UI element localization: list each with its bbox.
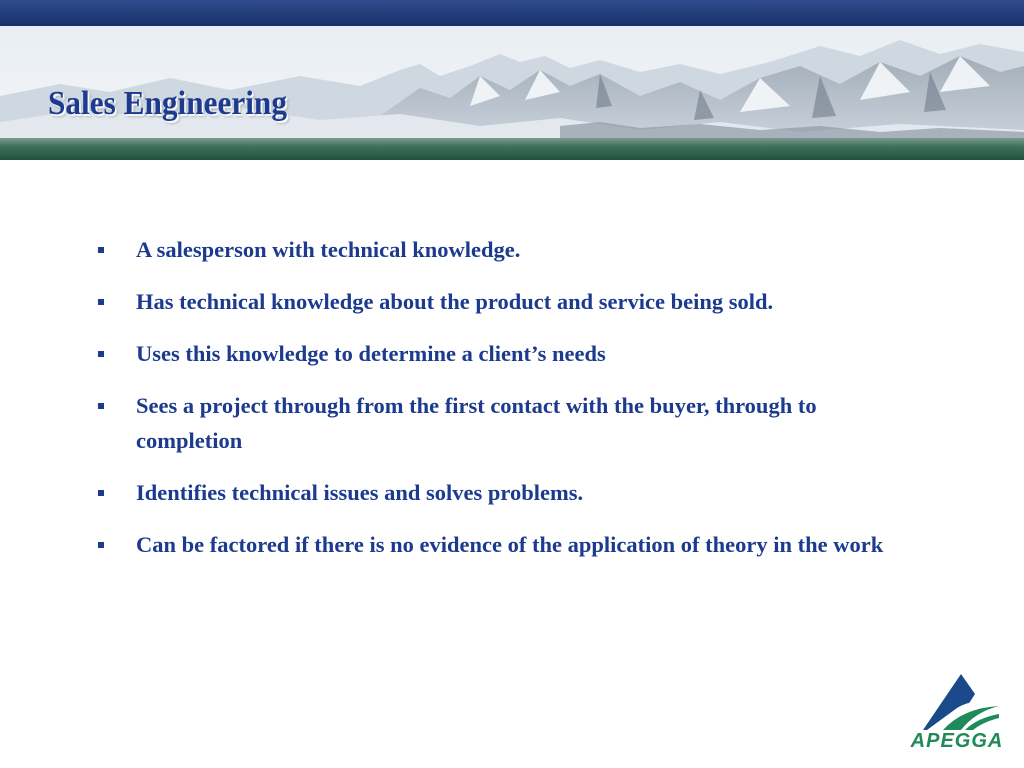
- slide-title: Sales Engineering: [48, 85, 287, 122]
- apegga-logo: [905, 672, 1009, 756]
- bullet-text: Sees a project through from the first contact with the buyer, through to completion: [136, 393, 817, 453]
- bullet-text: Identifies technical issues and solves problems.: [136, 480, 584, 505]
- square-bullet-icon: [98, 351, 104, 357]
- square-bullet-icon: [98, 299, 104, 305]
- bullet-text: Has technical knowledge about the product and service being sold.: [136, 289, 774, 314]
- square-bullet-icon: [98, 490, 104, 496]
- bullet-text: Uses this knowledge to determine a client’s needs: [136, 341, 606, 366]
- green-band: [0, 138, 1024, 160]
- bullet-item: [96, 336, 916, 371]
- square-bullet-icon: [98, 403, 104, 409]
- bullet-item: [96, 232, 916, 267]
- mountain-banner: [0, 26, 1024, 138]
- square-bullet-icon: [98, 542, 104, 548]
- bullet-item: [96, 388, 916, 458]
- bullet-text: Can be factored if there is no evidence of the application of theory in the work: [136, 532, 884, 557]
- square-bullet-icon: [98, 247, 104, 253]
- bullet-text: A salesperson with technical knowledge.: [136, 237, 521, 262]
- bullet-item: [96, 475, 916, 510]
- apegga-mountain-logo-icon: [913, 672, 1001, 732]
- bullet-list: [96, 232, 916, 579]
- apegga-logo-text: APEGGA: [910, 730, 1004, 752]
- bullet-item: [96, 284, 916, 319]
- top-blue-band: [0, 0, 1024, 26]
- bullet-item: [96, 527, 916, 562]
